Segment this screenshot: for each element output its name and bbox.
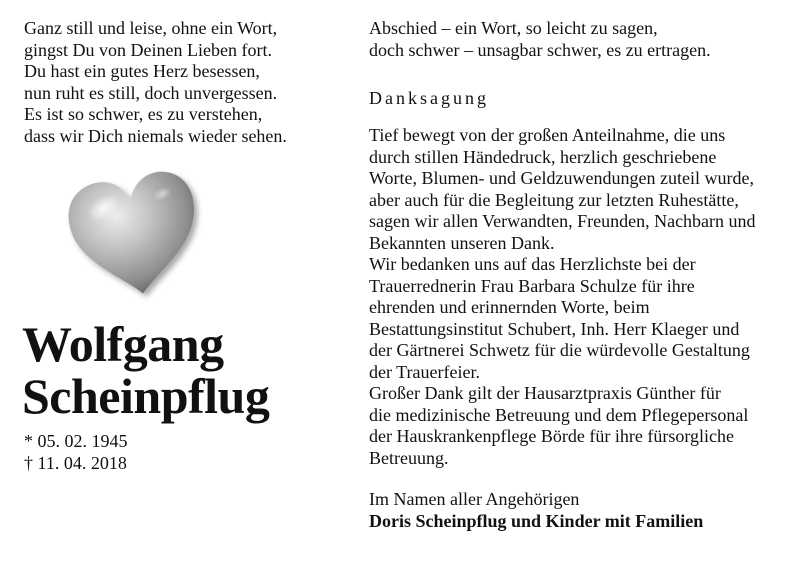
signature-family: Doris Scheinpflug und Kinder mit Familien — [369, 511, 704, 531]
thanks-line: ehrenden und erinnernden Worte, beim — [369, 297, 650, 317]
thanks-line: der Gärtnerei Schwetz für die würdevolle Gestaltung — [369, 340, 750, 360]
farewell-line: Abschied – ein Wort, so leicht zu sagen, — [369, 18, 658, 38]
heart-icon — [64, 170, 206, 302]
life-dates — [24, 430, 324, 474]
poem-line: Ganz still und leise, ohne ein Wort, — [24, 18, 278, 38]
thanks-line: die medizinische Betreuung und dem Pflegepersonal — [369, 404, 749, 425]
poem — [24, 18, 344, 147]
poem-line: Es ist so schwer, es zu verstehen, — [24, 104, 263, 124]
thanks-line: durch stillen Händedruck, herzlich geschriebene — [369, 146, 717, 167]
thanks-line: Bekannten unseren Dank. — [369, 232, 555, 253]
danksagung-heading: Danksagung — [369, 88, 489, 108]
last-name: Scheinpflug — [22, 368, 270, 424]
first-name: Wolfgang — [22, 316, 224, 372]
farewell-line: doch schwer – unsagbar schwer, es zu ertragen. — [369, 39, 711, 60]
thanks-line: sagen wir allen Verwandten, Freunden, Nachbarn und — [369, 211, 756, 231]
thanks-line: Worte, Blumen- und Geldzuwendungen zuteil wurde, — [369, 168, 754, 188]
birth-date: * 05. 02. 1945 — [24, 431, 128, 451]
poem-line: Du hast ein gutes Herz besessen, — [24, 61, 260, 81]
thanks-line: Betreuung. — [369, 447, 449, 468]
thanks-column — [369, 18, 789, 469]
poem-line: gingst Du von Deinen Lieben fort. — [24, 39, 272, 60]
signature — [369, 488, 789, 532]
poem-line: nun ruht es still, doch unvergessen. — [24, 82, 278, 103]
thanks-line: der Hauskrankenpflege Börde für ihre fürsorgliche — [369, 426, 735, 446]
thanks-line: Wir bedanken uns auf das Herzlichste bei der — [369, 254, 696, 274]
thanks-line: Großer Dank gilt der Hausarztpraxis Günther für — [369, 383, 721, 403]
death-date: † 11. 04. 2018 — [24, 453, 127, 473]
thanks-line: Trauerrednerin Frau Barbara Schulze für ihre — [369, 275, 695, 296]
thanks-line: der Trauerfeier. — [369, 361, 480, 382]
thanks-line: Bestattungsinstitut Schubert, Inh. Herr Klaeger und — [369, 318, 740, 339]
thanks-text — [369, 125, 789, 469]
signature-intro: Im Namen aller Angehörigen — [369, 489, 580, 509]
thanks-line: aber auch für die Begleitung zur letzten Ruhestätte, — [369, 189, 739, 210]
thanks-line: Tief bewegt von der großen Anteilnahme, die uns — [369, 125, 726, 145]
poem-line: dass wir Dich niemals wieder sehen. — [24, 125, 287, 146]
deceased-name — [22, 318, 352, 422]
